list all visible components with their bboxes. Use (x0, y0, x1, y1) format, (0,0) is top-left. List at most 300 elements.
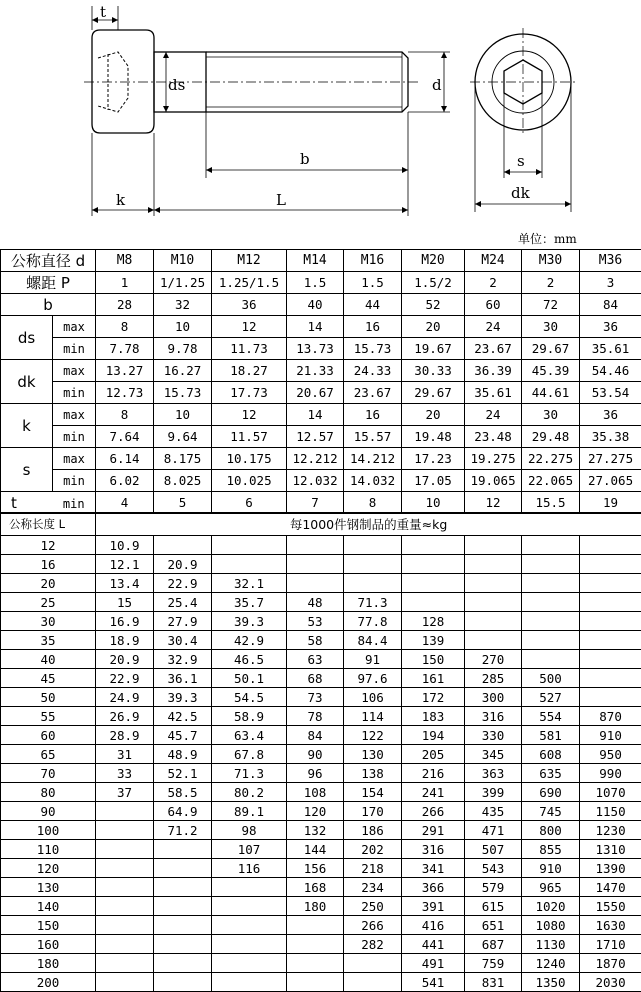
ds-max-label: max (53, 316, 96, 338)
weight-value: 1020 (522, 897, 580, 916)
dk-min-value: 53.54 (580, 382, 641, 404)
weight-value: 18.9 (96, 631, 154, 650)
weight-value (580, 669, 641, 688)
size-header: M36 (580, 250, 641, 272)
b-value: 32 (154, 294, 212, 316)
weight-value: 12.1 (96, 555, 154, 574)
b-value: 44 (344, 294, 402, 316)
weight-value (96, 935, 154, 954)
weight-value: 53 (287, 612, 344, 631)
length-value: 110 (1, 840, 96, 859)
ds-max-value: 10 (154, 316, 212, 338)
weight-value: 1870 (580, 954, 641, 973)
weight-value: 20.9 (96, 650, 154, 669)
length-value: 50 (1, 688, 96, 707)
weight-value: 391 (402, 897, 465, 916)
weight-value: 24.9 (96, 688, 154, 707)
weight-value (522, 593, 580, 612)
weight-value: 316 (465, 707, 522, 726)
s-max-value: 12.212 (287, 448, 344, 470)
weight-value: 363 (465, 764, 522, 783)
weight-value (580, 593, 641, 612)
dk-max-value: 30.33 (402, 360, 465, 382)
weight-value: 63 (287, 650, 344, 669)
t-min-value: 19 (580, 492, 641, 514)
weight-value: 435 (465, 802, 522, 821)
size-header: M16 (344, 250, 402, 272)
pitch-row (1, 272, 641, 294)
weight-value: 30.4 (154, 631, 212, 650)
length-value: 60 (1, 726, 96, 745)
weight-value: 96 (287, 764, 344, 783)
dim-label-dk: dk (511, 184, 531, 202)
weight-value: 25.4 (154, 593, 212, 612)
s-max-value: 17.23 (402, 448, 465, 470)
weight-row (1, 593, 641, 612)
ds-min-value: 19.67 (402, 338, 465, 360)
s-max-value: 22.275 (522, 448, 580, 470)
weight-value (287, 935, 344, 954)
weight-value: 10.9 (96, 536, 154, 555)
pitch-value: 1.5 (344, 272, 402, 294)
weight-value: 216 (402, 764, 465, 783)
weight-value: 316 (402, 840, 465, 859)
weight-value (465, 593, 522, 612)
length-value: 35 (1, 631, 96, 650)
ds-min-value: 23.67 (465, 338, 522, 360)
b-row (1, 294, 641, 316)
weight-value: 89.1 (212, 802, 287, 821)
dim-label-s: s (517, 152, 525, 170)
s-max-row (1, 448, 641, 470)
weight-value: 130 (344, 745, 402, 764)
length-value: 150 (1, 916, 96, 935)
weight-value: 416 (402, 916, 465, 935)
size-header: M10 (154, 250, 212, 272)
weight-value: 67.8 (212, 745, 287, 764)
weight-row (1, 650, 641, 669)
s-max-value: 14.212 (344, 448, 402, 470)
dk-max-value: 36.39 (465, 360, 522, 382)
weight-value: 910 (522, 859, 580, 878)
dk-max-row (1, 360, 641, 382)
weight-value: 241 (402, 783, 465, 802)
ds-max-row (1, 316, 641, 338)
weight-value: 441 (402, 935, 465, 954)
unit-label: 单位：mm (518, 230, 577, 247)
dk-max-value: 18.27 (212, 360, 287, 382)
b-value: 52 (402, 294, 465, 316)
weight-value (96, 802, 154, 821)
length-header: 公称长度 L (1, 513, 96, 536)
weight-value: 1150 (580, 802, 641, 821)
weight-value: 300 (465, 688, 522, 707)
weight-value: 71.3 (212, 764, 287, 783)
b-value: 28 (96, 294, 154, 316)
weight-value (344, 973, 402, 992)
weight-value: 132 (287, 821, 344, 840)
weight-value: 345 (465, 745, 522, 764)
weight-value (154, 954, 212, 973)
ds-max-value: 24 (465, 316, 522, 338)
weight-value: 831 (465, 973, 522, 992)
weight-value: 266 (344, 916, 402, 935)
weight-value (287, 574, 344, 593)
s-max-value: 19.275 (465, 448, 522, 470)
weight-value (344, 574, 402, 593)
b-value: 84 (580, 294, 641, 316)
weight-value: 855 (522, 840, 580, 859)
pitch-value: 2 (522, 272, 580, 294)
k-min-value: 15.57 (344, 426, 402, 448)
dim-label-d: d (432, 76, 442, 94)
k-min-value: 19.48 (402, 426, 465, 448)
weight-value: 554 (522, 707, 580, 726)
weight-value: 15 (96, 593, 154, 612)
ds-min-value: 35.61 (580, 338, 641, 360)
weight-value: 500 (522, 669, 580, 688)
pitch-value: 1.25/1.5 (212, 272, 287, 294)
b-value: 72 (522, 294, 580, 316)
weight-value (154, 840, 212, 859)
weight-value: 250 (344, 897, 402, 916)
k-min-row (1, 426, 641, 448)
k-max-value: 14 (287, 404, 344, 426)
t-min-value: 15.5 (522, 492, 580, 514)
s-max-value: 27.275 (580, 448, 641, 470)
weight-value (154, 536, 212, 555)
s-max-value: 6.14 (96, 448, 154, 470)
weight-value: 28.9 (96, 726, 154, 745)
weight-value (522, 555, 580, 574)
weight-value (465, 536, 522, 555)
dk-min-value: 44.61 (522, 382, 580, 404)
weight-row (1, 897, 641, 916)
weight-value: 491 (402, 954, 465, 973)
weight-row (1, 935, 641, 954)
weight-value: 58.5 (154, 783, 212, 802)
s-min-value: 10.025 (212, 470, 287, 492)
weight-value (402, 574, 465, 593)
weight-value (212, 954, 287, 973)
weight-value: 285 (465, 669, 522, 688)
length-value: 100 (1, 821, 96, 840)
dk-min-value: 20.67 (287, 382, 344, 404)
weight-value: 1130 (522, 935, 580, 954)
weight-value (402, 555, 465, 574)
weight-value (402, 536, 465, 555)
b-value: 40 (287, 294, 344, 316)
weight-value: 16.9 (96, 612, 154, 631)
t-min-value: 5 (154, 492, 212, 514)
weight-table-body (1, 513, 641, 992)
k-min-label: min (53, 426, 96, 448)
dk-min-value: 15.73 (154, 382, 212, 404)
t-min-label: min (17, 497, 85, 511)
weight-row (1, 954, 641, 973)
dk-min-value: 35.61 (465, 382, 522, 404)
t-min-value: 6 (212, 492, 287, 514)
t-row (1, 492, 641, 514)
weight-value (580, 574, 641, 593)
dk-max-value: 16.27 (154, 360, 212, 382)
weight-value (287, 973, 344, 992)
weight-value: 870 (580, 707, 641, 726)
weight-table (0, 512, 641, 992)
weight-value (344, 536, 402, 555)
s-min-value: 22.065 (522, 470, 580, 492)
weight-value (580, 612, 641, 631)
weight-value (522, 650, 580, 669)
weight-row (1, 574, 641, 593)
weight-value: 1080 (522, 916, 580, 935)
s-min-value: 14.032 (344, 470, 402, 492)
length-value: 80 (1, 783, 96, 802)
weight-value (580, 536, 641, 555)
weight-value: 77.8 (344, 612, 402, 631)
dk-max-value: 54.46 (580, 360, 641, 382)
weight-value: 78 (287, 707, 344, 726)
pitch-value: 1/1.25 (154, 272, 212, 294)
dim-label-ds: ds (168, 76, 185, 94)
weight-value (96, 973, 154, 992)
weight-value (154, 897, 212, 916)
weight-value: 183 (402, 707, 465, 726)
weight-value (96, 916, 154, 935)
size-header: M20 (402, 250, 465, 272)
pitch-value: 1 (96, 272, 154, 294)
weight-value: 291 (402, 821, 465, 840)
weight-value: 50.1 (212, 669, 287, 688)
ds-max-value: 12 (212, 316, 287, 338)
weight-value: 205 (402, 745, 465, 764)
weight-value: 1070 (580, 783, 641, 802)
weight-value: 48.9 (154, 745, 212, 764)
weight-value: 108 (287, 783, 344, 802)
weight-value (96, 897, 154, 916)
k-min-value: 7.64 (96, 426, 154, 448)
weight-row (1, 802, 641, 821)
weight-value (465, 631, 522, 650)
weight-row (1, 707, 641, 726)
size-header: M14 (287, 250, 344, 272)
s-max-label: max (53, 448, 96, 470)
weight-value: 1710 (580, 935, 641, 954)
weight-value: 266 (402, 802, 465, 821)
size-header: M24 (465, 250, 522, 272)
s-min-value: 19.065 (465, 470, 522, 492)
dk-min-value: 12.73 (96, 382, 154, 404)
weight-value: 615 (465, 897, 522, 916)
weight-value: 68 (287, 669, 344, 688)
s-min-value: 12.032 (287, 470, 344, 492)
k-min-value: 29.48 (522, 426, 580, 448)
ds-max-value: 14 (287, 316, 344, 338)
s-min-value: 8.025 (154, 470, 212, 492)
weight-value: 32.1 (212, 574, 287, 593)
dk-label: dk (1, 360, 53, 404)
weight-value: 58.9 (212, 707, 287, 726)
s-min-value: 17.05 (402, 470, 465, 492)
spec-header-row (1, 250, 641, 272)
weight-value: 341 (402, 859, 465, 878)
spec-table-body (1, 250, 641, 514)
dk-min-value: 29.67 (402, 382, 465, 404)
pitch-value: 3 (580, 272, 641, 294)
weight-value (212, 878, 287, 897)
weight-value: 128 (402, 612, 465, 631)
weight-value: 48 (287, 593, 344, 612)
weight-value: 1350 (522, 973, 580, 992)
weight-row (1, 821, 641, 840)
weight-row (1, 840, 641, 859)
weight-value: 39.3 (212, 612, 287, 631)
weight-value: 541 (402, 973, 465, 992)
weight-value: 635 (522, 764, 580, 783)
weight-row (1, 669, 641, 688)
t-min-value: 10 (402, 492, 465, 514)
ds-min-value: 9.78 (154, 338, 212, 360)
weight-value: 52.1 (154, 764, 212, 783)
weight-value: 84.4 (344, 631, 402, 650)
weight-value (96, 821, 154, 840)
length-value: 70 (1, 764, 96, 783)
dk-min-value: 23.67 (344, 382, 402, 404)
weight-value (580, 688, 641, 707)
weight-value: 120 (287, 802, 344, 821)
weight-value (344, 555, 402, 574)
weight-value (96, 859, 154, 878)
weight-value: 168 (287, 878, 344, 897)
pitch-value: 1.5 (287, 272, 344, 294)
weight-value (287, 916, 344, 935)
b-label: b (1, 294, 96, 316)
ds-min-value: 29.67 (522, 338, 580, 360)
weight-value: 144 (287, 840, 344, 859)
weight-value: 46.5 (212, 650, 287, 669)
weight-value: 13.4 (96, 574, 154, 593)
weight-value: 114 (344, 707, 402, 726)
weight-value: 22.9 (154, 574, 212, 593)
length-value: 30 (1, 612, 96, 631)
weight-value: 910 (580, 726, 641, 745)
weight-value: 42.5 (154, 707, 212, 726)
weight-value: 687 (465, 935, 522, 954)
k-max-row (1, 404, 641, 426)
k-max-value: 30 (522, 404, 580, 426)
s-label: s (1, 448, 53, 492)
size-header: M8 (96, 250, 154, 272)
weight-value (154, 916, 212, 935)
weight-value: 651 (465, 916, 522, 935)
weight-value: 150 (402, 650, 465, 669)
t-min-value: 4 (96, 492, 154, 514)
weight-value: 1470 (580, 878, 641, 897)
k-min-value: 9.64 (154, 426, 212, 448)
weight-value: 161 (402, 669, 465, 688)
dk-max-value: 24.33 (344, 360, 402, 382)
weight-value: 170 (344, 802, 402, 821)
weight-value: 64.9 (154, 802, 212, 821)
weight-value: 1230 (580, 821, 641, 840)
k-max-value: 36 (580, 404, 641, 426)
weight-value: 122 (344, 726, 402, 745)
pitch-value: 2 (465, 272, 522, 294)
weight-value: 33 (96, 764, 154, 783)
length-value: 140 (1, 897, 96, 916)
length-value: 200 (1, 973, 96, 992)
weight-value: 138 (344, 764, 402, 783)
weight-value: 581 (522, 726, 580, 745)
weight-value (212, 555, 287, 574)
length-value: 16 (1, 555, 96, 574)
weight-value (580, 650, 641, 669)
weight-row (1, 916, 641, 935)
length-value: 40 (1, 650, 96, 669)
weight-value: 71.2 (154, 821, 212, 840)
weight-value: 84 (287, 726, 344, 745)
weight-value (522, 612, 580, 631)
weight-value: 36.1 (154, 669, 212, 688)
weight-row (1, 688, 641, 707)
length-value: 55 (1, 707, 96, 726)
pitch-value: 1.5/2 (402, 272, 465, 294)
weight-value: 218 (344, 859, 402, 878)
weight-value: 608 (522, 745, 580, 764)
weight-value: 27.9 (154, 612, 212, 631)
dim-label-L: L (276, 191, 286, 209)
weight-value: 990 (580, 764, 641, 783)
weight-value: 39.3 (154, 688, 212, 707)
weight-value: 98 (212, 821, 287, 840)
t-label: t (1, 494, 17, 512)
weight-value: 35.7 (212, 593, 287, 612)
weight-value: 399 (465, 783, 522, 802)
weight-value (402, 593, 465, 612)
weight-value: 800 (522, 821, 580, 840)
length-value: 20 (1, 574, 96, 593)
k-min-value: 35.38 (580, 426, 641, 448)
diameter-header: 公称直径 d (1, 250, 96, 272)
weight-value: 270 (465, 650, 522, 669)
k-max-value: 20 (402, 404, 465, 426)
weight-value: 1630 (580, 916, 641, 935)
weight-value: 690 (522, 783, 580, 802)
weight-value: 73 (287, 688, 344, 707)
weight-value: 234 (344, 878, 402, 897)
weight-value: 63.4 (212, 726, 287, 745)
weight-value (287, 954, 344, 973)
t-label-cell (1, 492, 96, 514)
weight-row (1, 973, 641, 992)
dim-label-t: t (100, 3, 106, 21)
weight-value (522, 631, 580, 650)
weight-value: 1310 (580, 840, 641, 859)
weight-value: 80.2 (212, 783, 287, 802)
k-max-label: max (53, 404, 96, 426)
weight-value (465, 612, 522, 631)
weight-value (96, 840, 154, 859)
screw-technical-drawing (0, 0, 641, 225)
k-min-value: 23.48 (465, 426, 522, 448)
length-value: 90 (1, 802, 96, 821)
weight-value (154, 935, 212, 954)
weight-value: 950 (580, 745, 641, 764)
b-value: 36 (212, 294, 287, 316)
weight-value: 282 (344, 935, 402, 954)
s-min-value: 6.02 (96, 470, 154, 492)
weight-value: 2030 (580, 973, 641, 992)
